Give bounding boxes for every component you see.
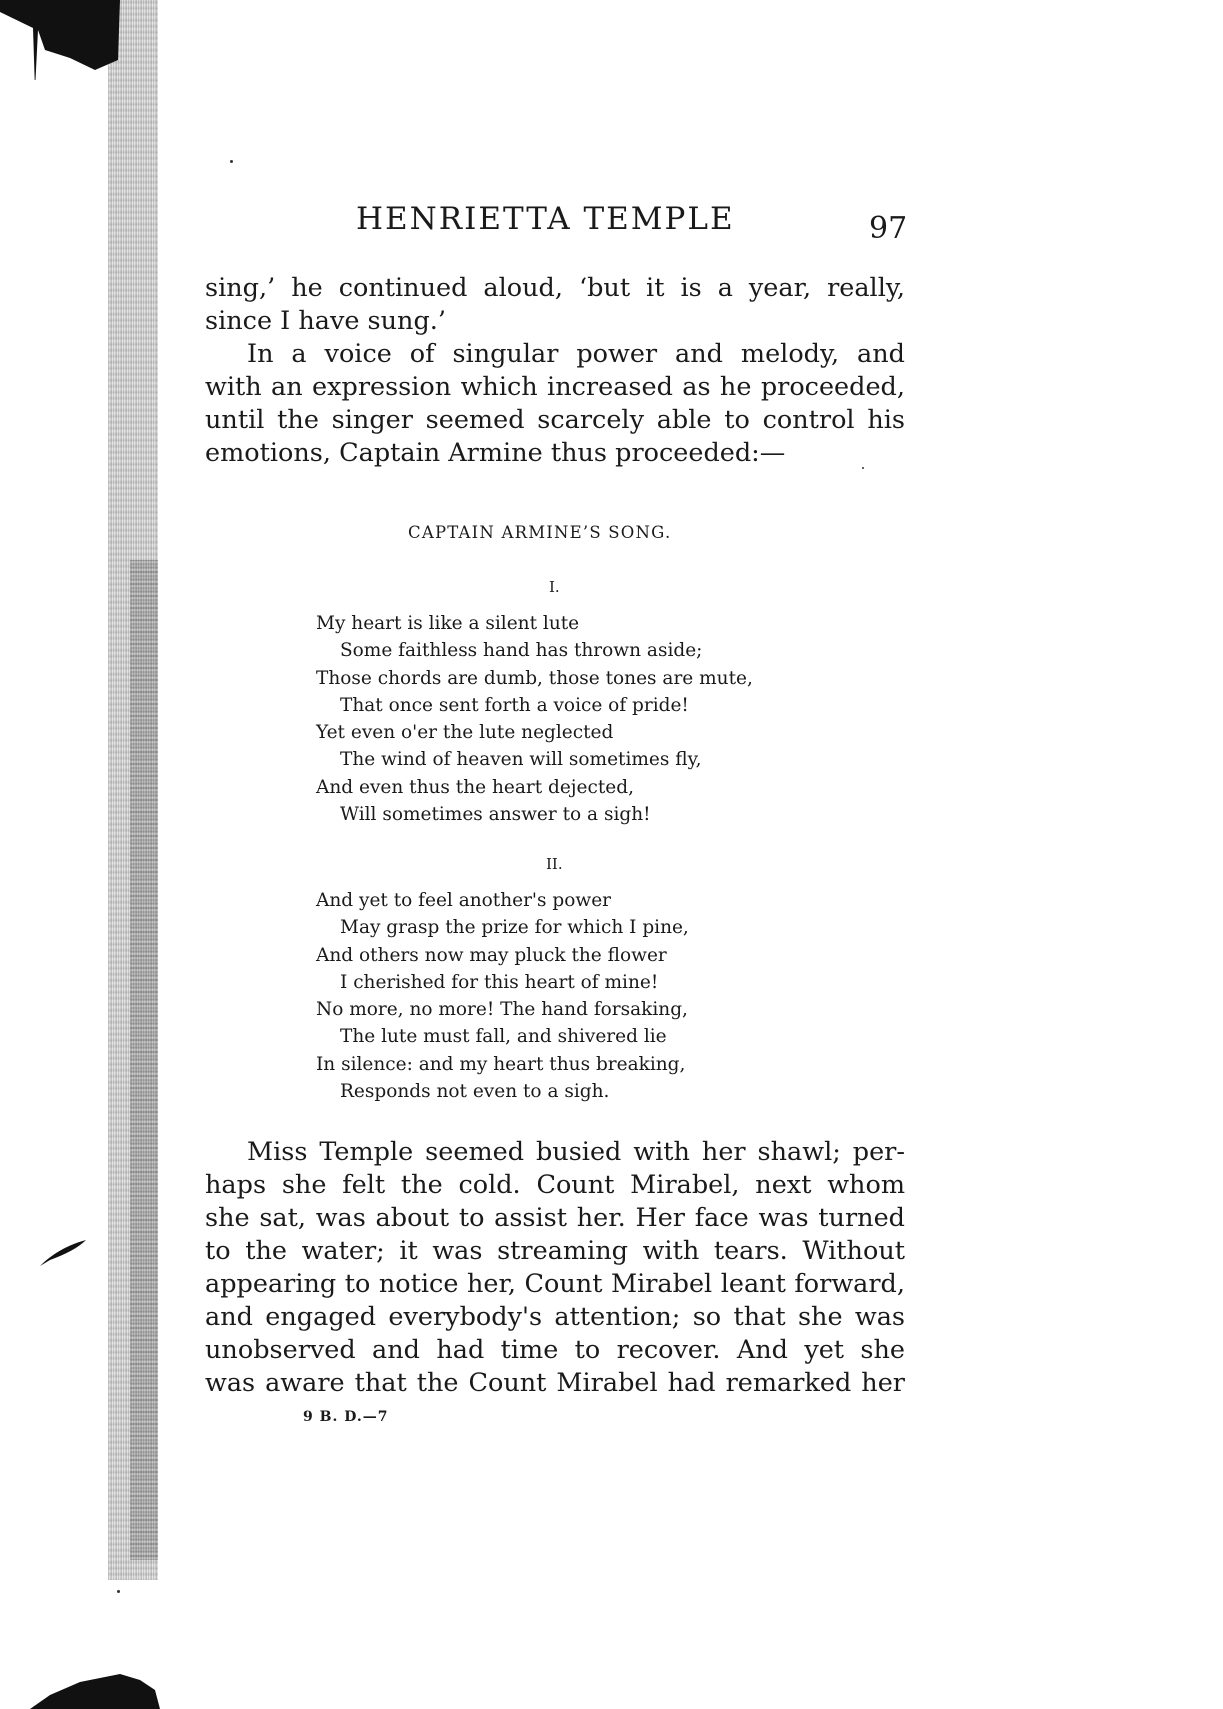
scan-speck — [230, 160, 233, 163]
bottom-scan-mark — [30, 1660, 160, 1709]
text-line: haps she felt the cold. Count Mirabel, next whom — [205, 1170, 905, 1200]
stanza-number: I. — [549, 578, 560, 596]
text-line: since I have sung.’ — [205, 306, 447, 336]
verse-line: In silence: and my heart thus breaking, — [316, 1053, 686, 1075]
text-line: appearing to notice her, Count Mirabel leant forward, — [205, 1269, 905, 1299]
song-title: CAPTAIN ARMINE’S SONG. — [408, 523, 672, 542]
binding-edge-dark — [130, 560, 158, 1560]
verse-line: And others now may pluck the flower — [316, 944, 667, 966]
text-line: In a voice of singular power and melody, and — [247, 339, 905, 369]
text-line: she sat, was about to assist her. Her face was turned — [205, 1203, 905, 1233]
text-line: was aware that the Count Mirabel had remarked her — [205, 1368, 905, 1398]
verse-line: And yet to feel another's power — [316, 890, 611, 911]
text-line: until the singer seemed scarcely able to control his — [205, 405, 905, 435]
stanza-two — [316, 887, 689, 1105]
paragraph-continuation — [205, 272, 905, 338]
text-line: to the water; it was streaming with tears. Without — [205, 1236, 905, 1266]
verse-line: The lute must fall, and shivered lie — [340, 1026, 667, 1048]
verse-line: Those chords are dumb, those tones are mute, — [316, 667, 753, 689]
verse-line: The wind of heaven will sometimes fly, — [340, 749, 702, 771]
paragraph-intro — [205, 338, 905, 470]
verse-line: Will sometimes answer to a sigh! — [340, 804, 651, 826]
text-line: Miss Temple seemed busied with her shawl; per- — [247, 1137, 905, 1167]
verse-line: My heart is like a silent lute — [316, 613, 580, 634]
page-number: 97 — [869, 211, 908, 246]
verse-line: That once sent forth a voice of pride! — [340, 694, 689, 716]
verse-line: And even thus the heart dejected, — [316, 776, 634, 798]
margin-ink-mark — [38, 1238, 88, 1268]
printer-signature-mark: 9 B. D.—7 — [303, 1409, 389, 1425]
verse-line: I cherished for this heart of mine! — [340, 971, 659, 993]
running-title: HENRIETTA TEMPLE — [356, 201, 735, 237]
verse-line: Yet even o'er the lute neglected — [316, 722, 614, 744]
verse-line: May grasp the prize for which I pine, — [340, 917, 689, 939]
text-line: with an expression which increased as he proceeded, — [205, 372, 905, 402]
verse-line: No more, no more! The hand forsaking, — [316, 999, 688, 1021]
text-line: emotions, Captain Armine thus proceeded:— — [205, 438, 786, 468]
text-line: sing,’ he continued aloud, ‘but it is a year, really, — [205, 273, 905, 303]
text-line: unobserved and had time to recover. And yet she — [205, 1335, 905, 1365]
verse-line: Some faithless hand has thrown aside; — [340, 640, 703, 662]
paragraph-miss-temple — [205, 1136, 905, 1400]
stanza-number: II. — [546, 855, 563, 873]
verse-line: Responds not even to a sigh. — [340, 1081, 610, 1103]
stanza-one — [316, 610, 753, 828]
scan-speck — [117, 1590, 120, 1593]
corner-scan-mark — [0, 0, 130, 80]
text-line: and engaged everybody's attention; so that she was — [205, 1302, 905, 1332]
